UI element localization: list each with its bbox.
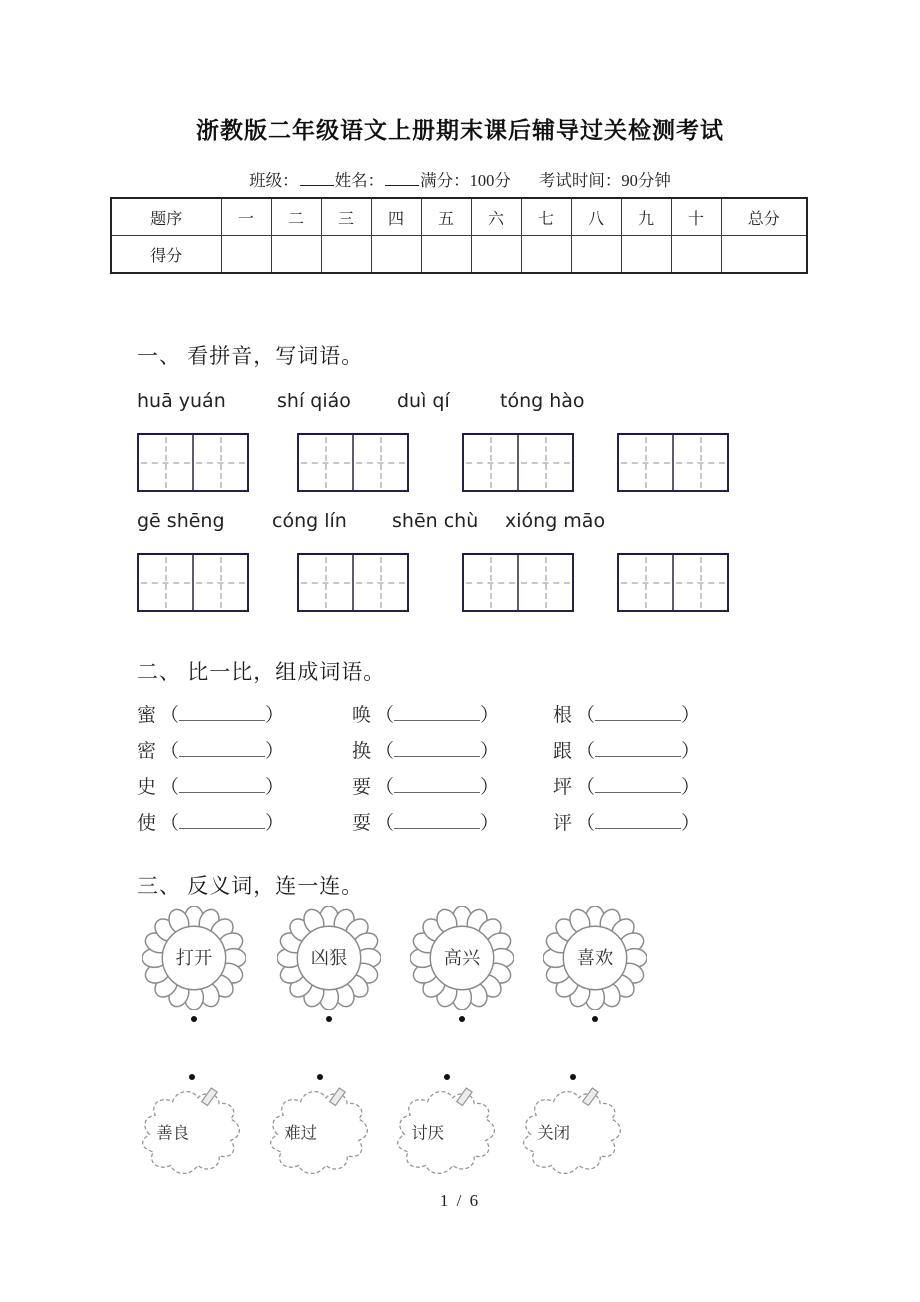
connect-dot (592, 1016, 598, 1022)
pinyin-label: duì qí (397, 390, 450, 412)
header-cell: 三 (321, 198, 371, 236)
writing-grid (462, 553, 574, 612)
score-table (110, 197, 808, 274)
word-char: 跟 (553, 741, 573, 762)
score-cell (221, 236, 271, 274)
answer-blank (394, 776, 480, 793)
paren-open: （ (576, 741, 596, 762)
word-compare-item (137, 772, 284, 799)
word-char: 蜜 (137, 705, 157, 726)
grid-cell (464, 555, 517, 610)
grid-cell (299, 555, 352, 610)
grid-cell (672, 555, 727, 610)
leaf-word (262, 1086, 378, 1183)
pinyin-label: shēn chù (392, 510, 479, 532)
word-compare-item (137, 700, 284, 727)
header-cell: 总分 (721, 198, 807, 236)
word-compare-item (352, 808, 499, 835)
leaf-icon (262, 1086, 378, 1183)
page-title: 浙教版二年级语文上册期末课后辅导过关检测考试 (196, 117, 724, 143)
class-label: 班级： (249, 171, 299, 190)
writing-grid (137, 433, 249, 492)
exam-info (0, 167, 920, 191)
leaf-word (389, 1086, 505, 1183)
leaf-word (134, 1086, 250, 1183)
connect-dot (444, 1074, 450, 1080)
grid-cell (139, 435, 192, 490)
grid-cell (672, 435, 727, 490)
section-1-heading: 一、 看拼音，写词语。 (137, 344, 364, 368)
word-compare-item (553, 808, 700, 835)
grid-cell (192, 435, 247, 490)
leaf-icon (515, 1086, 631, 1183)
word-compare-item (137, 808, 284, 835)
grid-cell (352, 555, 407, 610)
writing-grid (297, 553, 409, 612)
header-cell: 五 (421, 198, 471, 236)
flower-word-label: 凶狠 (310, 948, 348, 969)
leaf-icon (389, 1086, 505, 1183)
leaf-word (515, 1086, 631, 1183)
paren-close: ） (681, 813, 701, 834)
score-cell (571, 236, 621, 274)
header-cell: 九 (621, 198, 671, 236)
grid-cell (619, 555, 672, 610)
name-blank (385, 170, 419, 186)
word-compare-item (137, 736, 284, 763)
section-3-heading: 三、 反义词，连一连。 (137, 874, 364, 898)
score-cell (421, 236, 471, 274)
grid-cell (517, 555, 572, 610)
flower-word-label: 高兴 (443, 948, 481, 969)
answer-blank (595, 740, 681, 757)
leaf-word-label: 善良 (156, 1123, 190, 1143)
header-cell: 七 (521, 198, 571, 236)
writing-grid (137, 553, 249, 612)
paren-close: ） (681, 777, 701, 798)
flower-word-label: 喜欢 (576, 948, 614, 969)
score-row-label: 得分 (111, 236, 221, 274)
pinyin-label: xióng māo (505, 510, 606, 532)
writing-grid (297, 433, 409, 492)
connect-dot (570, 1074, 576, 1080)
score-table-header-row (111, 198, 807, 236)
score-cell (371, 236, 421, 274)
word-char: 唤 (352, 705, 372, 726)
score-cell (321, 236, 371, 274)
name-label: 姓名： (334, 171, 385, 190)
answer-blank (394, 740, 480, 757)
answer-blank (179, 704, 265, 721)
word-char: 密 (137, 741, 157, 762)
flower-word-label: 打开 (175, 948, 213, 969)
answer-blank (179, 740, 265, 757)
word-compare-item (352, 772, 499, 799)
writing-grid (617, 433, 729, 492)
header-cell: 二 (271, 198, 321, 236)
pinyin-label: cóng lín (272, 510, 347, 532)
connect-dot (326, 1016, 332, 1022)
word-char: 根 (553, 705, 573, 726)
connect-dot (459, 1016, 465, 1022)
paren-open: （ (160, 705, 180, 726)
score-cell (721, 236, 807, 274)
exam-time-label: 考试时间：90分钟 (538, 171, 671, 190)
word-char: 坪 (553, 777, 573, 798)
paren-close: ） (681, 741, 701, 762)
grid-cell (139, 555, 192, 610)
grid-cell (517, 435, 572, 490)
word-compare-item (352, 736, 499, 763)
answer-blank (179, 812, 265, 829)
grid-cell (464, 435, 517, 490)
paren-close: ） (480, 777, 500, 798)
header-cell: 四 (371, 198, 421, 236)
paren-open: （ (375, 813, 395, 834)
word-compare-item (553, 700, 700, 727)
paren-close: ） (265, 777, 285, 798)
paren-close: ） (265, 705, 285, 726)
word-char: 要 (352, 777, 372, 798)
paren-open: （ (160, 777, 180, 798)
answer-blank (595, 776, 681, 793)
paren-close: ） (265, 813, 285, 834)
word-char: 评 (553, 813, 573, 834)
connect-dot (191, 1016, 197, 1022)
score-cell (471, 236, 521, 274)
header-cell: 十 (671, 198, 721, 236)
score-table-score-row (111, 236, 807, 274)
answer-blank (595, 812, 681, 829)
paren-open: （ (576, 705, 596, 726)
word-compare-item (352, 700, 499, 727)
leaf-word-label: 讨厌 (411, 1123, 445, 1143)
writing-grid (617, 553, 729, 612)
answer-blank (595, 704, 681, 721)
flower-word (277, 906, 381, 1010)
flower-word (543, 906, 647, 1010)
paren-open: （ (576, 777, 596, 798)
paren-open: （ (160, 813, 180, 834)
pinyin-label: gē shēng (137, 510, 225, 532)
paren-open: （ (160, 741, 180, 762)
connect-dot (189, 1074, 195, 1080)
word-char: 耍 (352, 813, 372, 834)
leaf-word-label: 难过 (284, 1123, 318, 1143)
flower-icon (543, 906, 647, 1010)
answer-blank (179, 776, 265, 793)
flower-icon (410, 906, 514, 1010)
class-blank (300, 170, 334, 186)
pinyin-label: tóng hào (500, 390, 585, 412)
word-compare-item (553, 772, 700, 799)
grid-cell (299, 435, 352, 490)
connect-dot (317, 1074, 323, 1080)
answer-blank (394, 812, 480, 829)
word-compare-item (553, 736, 700, 763)
header-cell: 八 (571, 198, 621, 236)
flower-word (142, 906, 246, 1010)
paren-open: （ (375, 777, 395, 798)
score-cell (521, 236, 571, 274)
answer-blank (394, 704, 480, 721)
word-char: 史 (137, 777, 157, 798)
score-cell (271, 236, 321, 274)
paren-close: ） (480, 741, 500, 762)
flower-icon (142, 906, 246, 1010)
paren-close: ） (480, 813, 500, 834)
leaf-word-label: 关闭 (537, 1123, 571, 1143)
score-cell (621, 236, 671, 274)
paren-open: （ (375, 705, 395, 726)
full-score-label: 满分：100分 (420, 171, 511, 190)
word-char: 使 (137, 813, 157, 834)
flower-icon (277, 906, 381, 1010)
grid-cell (192, 555, 247, 610)
paren-close: ） (480, 705, 500, 726)
grid-cell (619, 435, 672, 490)
score-cell (671, 236, 721, 274)
paren-close: ） (681, 705, 701, 726)
writing-grid (462, 433, 574, 492)
flower-word (410, 906, 514, 1010)
grid-cell (352, 435, 407, 490)
page-number: 1 / 6 (439, 1191, 481, 1210)
pinyin-label: shí qiáo (277, 390, 351, 412)
paren-open: （ (375, 741, 395, 762)
word-char: 换 (352, 741, 372, 762)
leaf-icon (134, 1086, 250, 1183)
paren-close: ） (265, 741, 285, 762)
section-2-heading: 二、 比一比，组成词语。 (137, 660, 386, 684)
header-cell: 题序 (111, 198, 221, 236)
paren-open: （ (576, 813, 596, 834)
header-cell: 六 (471, 198, 521, 236)
header-cell: 一 (221, 198, 271, 236)
pinyin-label: huā yuán (137, 390, 226, 412)
